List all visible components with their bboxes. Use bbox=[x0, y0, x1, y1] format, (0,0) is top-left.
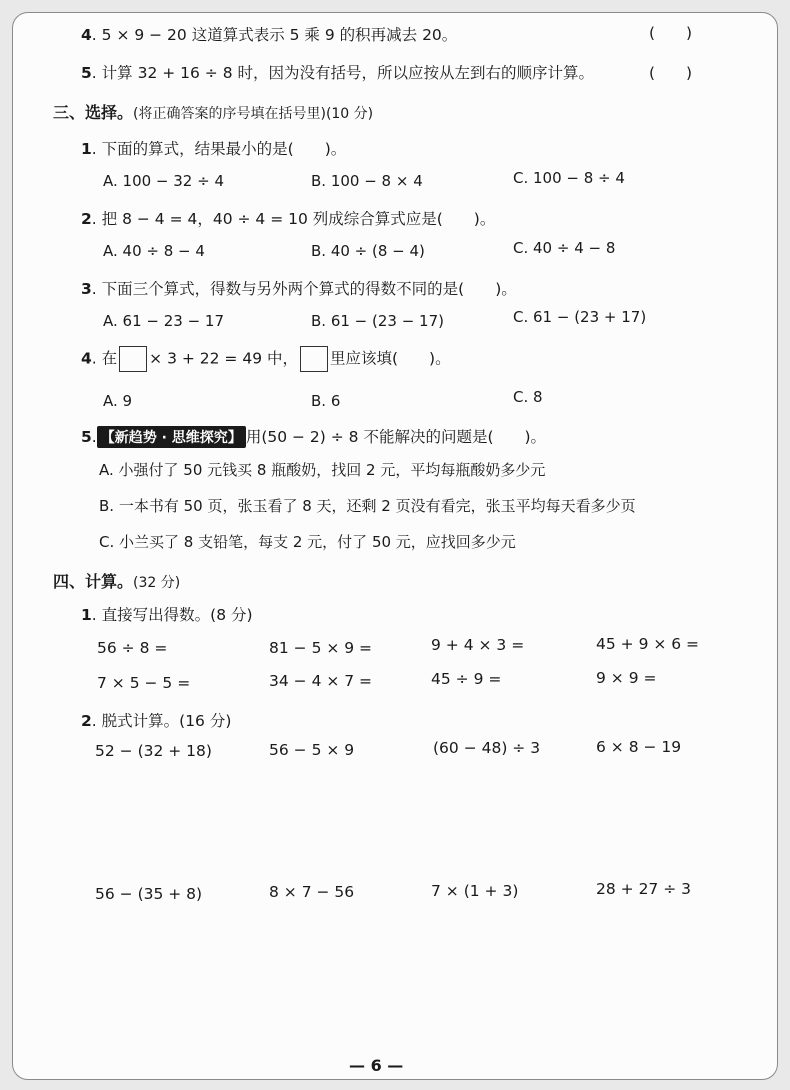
option-a[interactable]: A. 9 bbox=[103, 392, 133, 410]
question-text: . 把 8 − 4 = 4，40 ÷ 4 = 10 列成综合算式应是( )。 bbox=[91, 210, 496, 228]
step-calc-item[interactable]: 56 − 5 × 9 bbox=[269, 741, 355, 759]
choice-question-3 bbox=[81, 277, 517, 299]
oral-calc-item[interactable]: 9 + 4 × 3 = bbox=[431, 636, 525, 654]
question-text: . bbox=[91, 428, 97, 446]
option-a[interactable]: A. 小强付了 50 元钱买 8 瓶酸奶，找回 2 元，平均每瓶酸奶多少元 bbox=[99, 461, 546, 479]
choice-question-2 bbox=[81, 207, 495, 229]
section-note: (将正确答案的序号填在括号里)(10 分) bbox=[133, 106, 374, 122]
option-a[interactable]: A. 100 − 32 ÷ 4 bbox=[103, 172, 225, 190]
question-text: . 下面三个算式，得数与另外两个算式的得数不同的是( )。 bbox=[91, 280, 517, 298]
badge-label: 新趋势 · 思维探究 bbox=[114, 430, 228, 446]
judge-question-5 bbox=[81, 61, 594, 83]
answer-paren[interactable]: ( ) bbox=[649, 24, 693, 42]
calc-part-2-heading bbox=[81, 709, 231, 731]
question-text: 用(50 − 2) ÷ 8 不能解决的问题是( )。 bbox=[245, 428, 547, 446]
option-c[interactable]: C. 小兰买了 8 支铅笔，每支 2 元，付了 50 元，应找回多少元 bbox=[99, 533, 516, 551]
option-b[interactable]: B. 一本书有 50 页，张玉看了 8 天，还剩 2 页没有看完，张玉平均每天看多少页 bbox=[99, 497, 636, 515]
step-calc-item[interactable]: 6 × 8 − 19 bbox=[596, 738, 682, 756]
option-a[interactable]: A. 40 ÷ 8 − 4 bbox=[103, 242, 205, 260]
section-title: 四、计算。 bbox=[53, 572, 134, 591]
option-c[interactable]: C. 100 − 8 ÷ 4 bbox=[513, 169, 625, 187]
question-number: 5 bbox=[81, 64, 92, 82]
choice-question-1 bbox=[81, 137, 346, 159]
calc-part-1-heading bbox=[81, 603, 253, 625]
oral-calc-item[interactable]: 7 × 5 − 5 = bbox=[97, 674, 191, 692]
option-b[interactable]: B. 100 − 8 × 4 bbox=[311, 172, 423, 190]
choice-question-5 bbox=[81, 425, 546, 448]
question-text: . 5 × 9 − 20 这道算式表示 5 乘 9 的积再减去 20。 bbox=[91, 26, 458, 44]
question-text: × 3 + 22 = 49 中， bbox=[149, 349, 298, 368]
question-number: 1 bbox=[81, 606, 92, 624]
step-calc-item[interactable]: 28 + 27 ÷ 3 bbox=[596, 880, 691, 898]
option-b[interactable]: B. 61 − (23 − 17) bbox=[311, 312, 445, 330]
blank-box[interactable] bbox=[119, 346, 147, 372]
question-text: . 计算 32 + 16 ÷ 8 时，因为没有括号，所以应按从左到右的顺序计算。 bbox=[91, 64, 594, 82]
question-number: 3 bbox=[81, 280, 92, 298]
oral-calc-item[interactable]: 9 × 9 = bbox=[596, 669, 657, 687]
oral-calc-item[interactable]: 34 − 4 × 7 = bbox=[269, 672, 373, 690]
option-b[interactable]: B. 40 ÷ (8 − 4) bbox=[311, 242, 425, 260]
answer-paren[interactable]: ( ) bbox=[649, 64, 693, 82]
question-text: . 在 bbox=[91, 349, 118, 368]
trend-badge: 【新趋势 · 思维探究】 bbox=[97, 426, 246, 448]
question-text: . 直接写出得数。(8 分) bbox=[91, 606, 253, 624]
question-text: . 脱式计算。(16 分) bbox=[91, 712, 232, 730]
question-number: 5 bbox=[81, 428, 92, 446]
step-calc-item[interactable]: 8 × 7 − 56 bbox=[269, 883, 355, 901]
question-number: 2 bbox=[81, 712, 92, 730]
option-c[interactable]: C. 40 ÷ 4 − 8 bbox=[513, 239, 616, 257]
question-number: 4 bbox=[81, 26, 92, 44]
section-3-heading bbox=[53, 100, 373, 123]
option-b[interactable]: B. 6 bbox=[311, 392, 341, 410]
step-calc-item[interactable]: 52 − (32 + 18) bbox=[95, 742, 212, 760]
question-text: . 下面的算式，结果最小的是( )。 bbox=[91, 140, 347, 158]
oral-calc-item[interactable]: 45 + 9 × 6 = bbox=[596, 635, 700, 653]
question-text: 里应该填( )。 bbox=[330, 349, 451, 368]
option-c[interactable]: C. 61 − (23 + 17) bbox=[513, 308, 647, 326]
step-calc-item[interactable]: 7 × (1 + 3) bbox=[431, 882, 519, 900]
oral-calc-item[interactable]: 81 − 5 × 9 = bbox=[269, 639, 373, 657]
oral-calc-item[interactable]: 45 ÷ 9 = bbox=[431, 670, 502, 688]
option-a[interactable]: A. 61 − 23 − 17 bbox=[103, 312, 225, 330]
section-title: 三、选择。 bbox=[53, 103, 134, 122]
blank-box[interactable] bbox=[300, 346, 328, 372]
page-number: — 6 — bbox=[349, 1056, 404, 1075]
step-calc-item[interactable]: 56 − (35 + 8) bbox=[95, 885, 203, 903]
judge-question-4 bbox=[81, 23, 457, 45]
section-4-heading bbox=[53, 569, 180, 592]
worksheet-page bbox=[12, 12, 778, 1080]
question-number: 2 bbox=[81, 210, 92, 228]
step-calc-item[interactable]: (60 − 48) ÷ 3 bbox=[433, 739, 541, 757]
choice-question-4 bbox=[81, 346, 451, 372]
oral-calc-item[interactable]: 56 ÷ 8 = bbox=[97, 639, 168, 657]
option-c[interactable]: C. 8 bbox=[513, 388, 543, 406]
question-number: 4 bbox=[81, 349, 92, 368]
section-note: (32 分) bbox=[133, 575, 181, 591]
question-number: 1 bbox=[81, 140, 92, 158]
